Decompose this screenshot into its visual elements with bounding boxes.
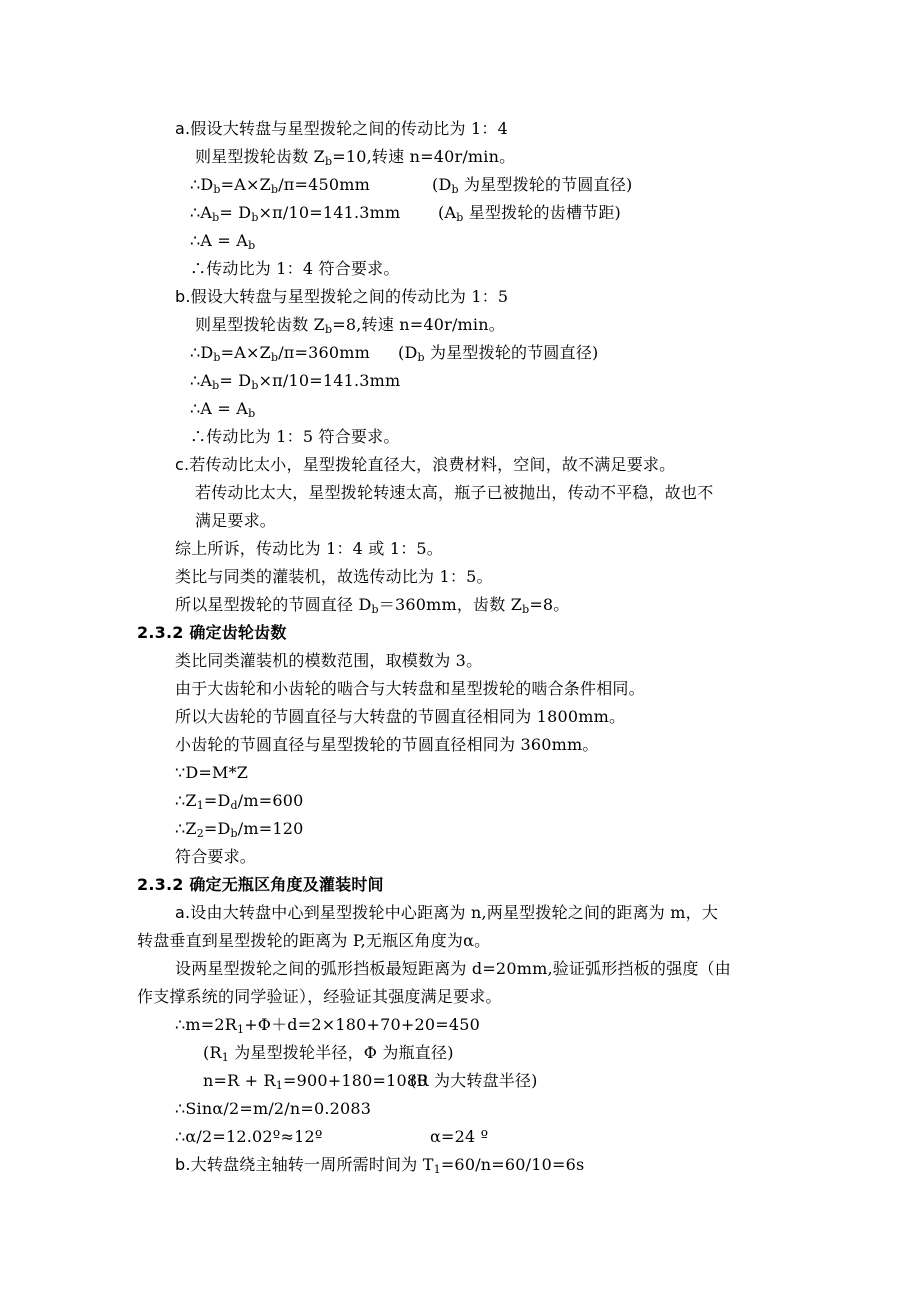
- section-a-conclusion: ∴传动比为 1：4 符合要求。: [190, 259, 400, 278]
- section-b-diameter-calc: $\therefore D_b=A\times Z_b/\pi=360mm$: [190, 343, 371, 364]
- section-a-equal-line: ∴A = $A_b$: [190, 231, 256, 252]
- section-a-diameter-note: ($D_b$ 为星型拨轮的节圆直径): [432, 175, 633, 196]
- section-a-pitch-note: ($A_b$ 星型拨轮的齿槽节距): [438, 203, 621, 224]
- section-c-line-2: 若传动比太大，星型拨轮转速太高，瓶子已被抛出，传动不平稳，故也不: [195, 483, 714, 502]
- section-a-diameter-calc: $\therefore D_b=A\times Z_b/\pi=450mm$: [190, 175, 371, 196]
- section-b-pitch-calc: $\therefore A_b= D_b\times\pi/10=141.3mm$: [190, 371, 401, 392]
- section-a-title: a.假设大转盘与星型拨轮之间的传动比为 1：4: [175, 119, 508, 138]
- zone-n-calc: $n=R + R_1=900+180=1080$: [203, 1071, 428, 1092]
- section-c-line-1: c.若传动比太小，星型拨轮直径大，浪费材料，空间，故不满足要求。: [175, 455, 676, 474]
- zone-half-alpha: ∴α/2=12.02º≈12º: [175, 1127, 323, 1146]
- section-b-equal-line: ∴A = $A_b$: [190, 399, 256, 420]
- zone-b-line: b.大转盘绕主轴转一周所需时间为 $T_1=60/n=60/10=6s$: [175, 1155, 585, 1176]
- section-b-diameter-note: ($D_b$ 为星型拨轮的节圆直径): [398, 343, 599, 364]
- gear-section-heading: 2.3.2 确定齿轮齿数: [137, 623, 287, 642]
- zone-n-note: (R 为大转盘半径): [410, 1071, 538, 1090]
- gear-line-4: 小齿轮的节圆直径与星型拨轮的节圆直径相同为 360mm。: [175, 735, 599, 754]
- gear-conclusion: 符合要求。: [175, 847, 257, 866]
- zone-a-line-2: 转盘垂直到星型拨轮的距离为 P,无瓶区角度为α。: [137, 931, 491, 950]
- zone-section-heading: 2.3.2 确定无瓶区角度及灌装时间: [137, 875, 384, 894]
- section-c-line-3: 满足要求。: [195, 511, 277, 530]
- summary-line-1: 综上所诉，传动比为 1：4 或 1：5。: [175, 539, 443, 558]
- section-a-teeth-line: 则星型拨轮齿数 $Z_b=10$,转速 n=40r/min。: [195, 147, 516, 168]
- gear-line-2: 由于大齿轮和小齿轮的啮合与大转盘和星型拨轮的啮合条件相同。: [175, 679, 645, 698]
- summary-line-3: 所以星型拨轮的节圆直径 $D_b=360mm$，齿数 $Z_b=8$。: [175, 595, 570, 616]
- gear-line-3: 所以大齿轮的节圆直径与大转盘的节圆直径相同为 1800mm。: [175, 707, 626, 726]
- gear-z1-calc: $\therefore Z_1=D_d/m=600$: [175, 791, 304, 812]
- summary-line-2: 类比与同类的灌装机，故选传动比为 1：5。: [175, 567, 493, 586]
- gear-formula: ∵D=M*Z: [175, 763, 249, 782]
- section-a-pitch-calc: $\therefore A_b= D_b\times\pi/10=141.3mm$: [190, 203, 401, 224]
- gear-z2-calc: $\therefore Z_2=D_b/m=120$: [175, 819, 304, 840]
- zone-sin-calc: ∴Sinα/2=m/2/n=0.2083: [175, 1099, 372, 1118]
- section-b-conclusion: ∴传动比为 1：5 符合要求。: [190, 427, 400, 446]
- section-b-teeth-line: 则星型拨轮齿数 $Z_b=8$,转速 n=40r/min。: [195, 315, 505, 336]
- zone-a-line-3: 设两星型拨轮之间的弧形挡板最短距离为 d=20mm,验证弧形挡板的强度（由: [175, 959, 731, 978]
- section-b-title: b.假设大转盘与星型拨轮之间的传动比为 1：5: [175, 287, 509, 306]
- zone-a-line-1: a.设由大转盘中心到星型拨轮中心距离为 n,两星型拨轮之间的距离为 m，大: [175, 903, 719, 922]
- zone-alpha: α=24 º: [430, 1127, 489, 1146]
- gear-line-1: 类比同类灌装机的模数范围，取模数为 3。: [175, 651, 483, 670]
- zone-m-calc: $\therefore m=2R_1+\Phi+d=2\times 180+70+20=450$: [175, 1015, 480, 1036]
- zone-a-line-4: 作支撑系统的同学验证），经验证其强度满足要求。: [137, 987, 502, 1006]
- zone-r-note: ($R_1$ 为星型拨轮半径，Φ 为瓶直径): [203, 1043, 454, 1064]
